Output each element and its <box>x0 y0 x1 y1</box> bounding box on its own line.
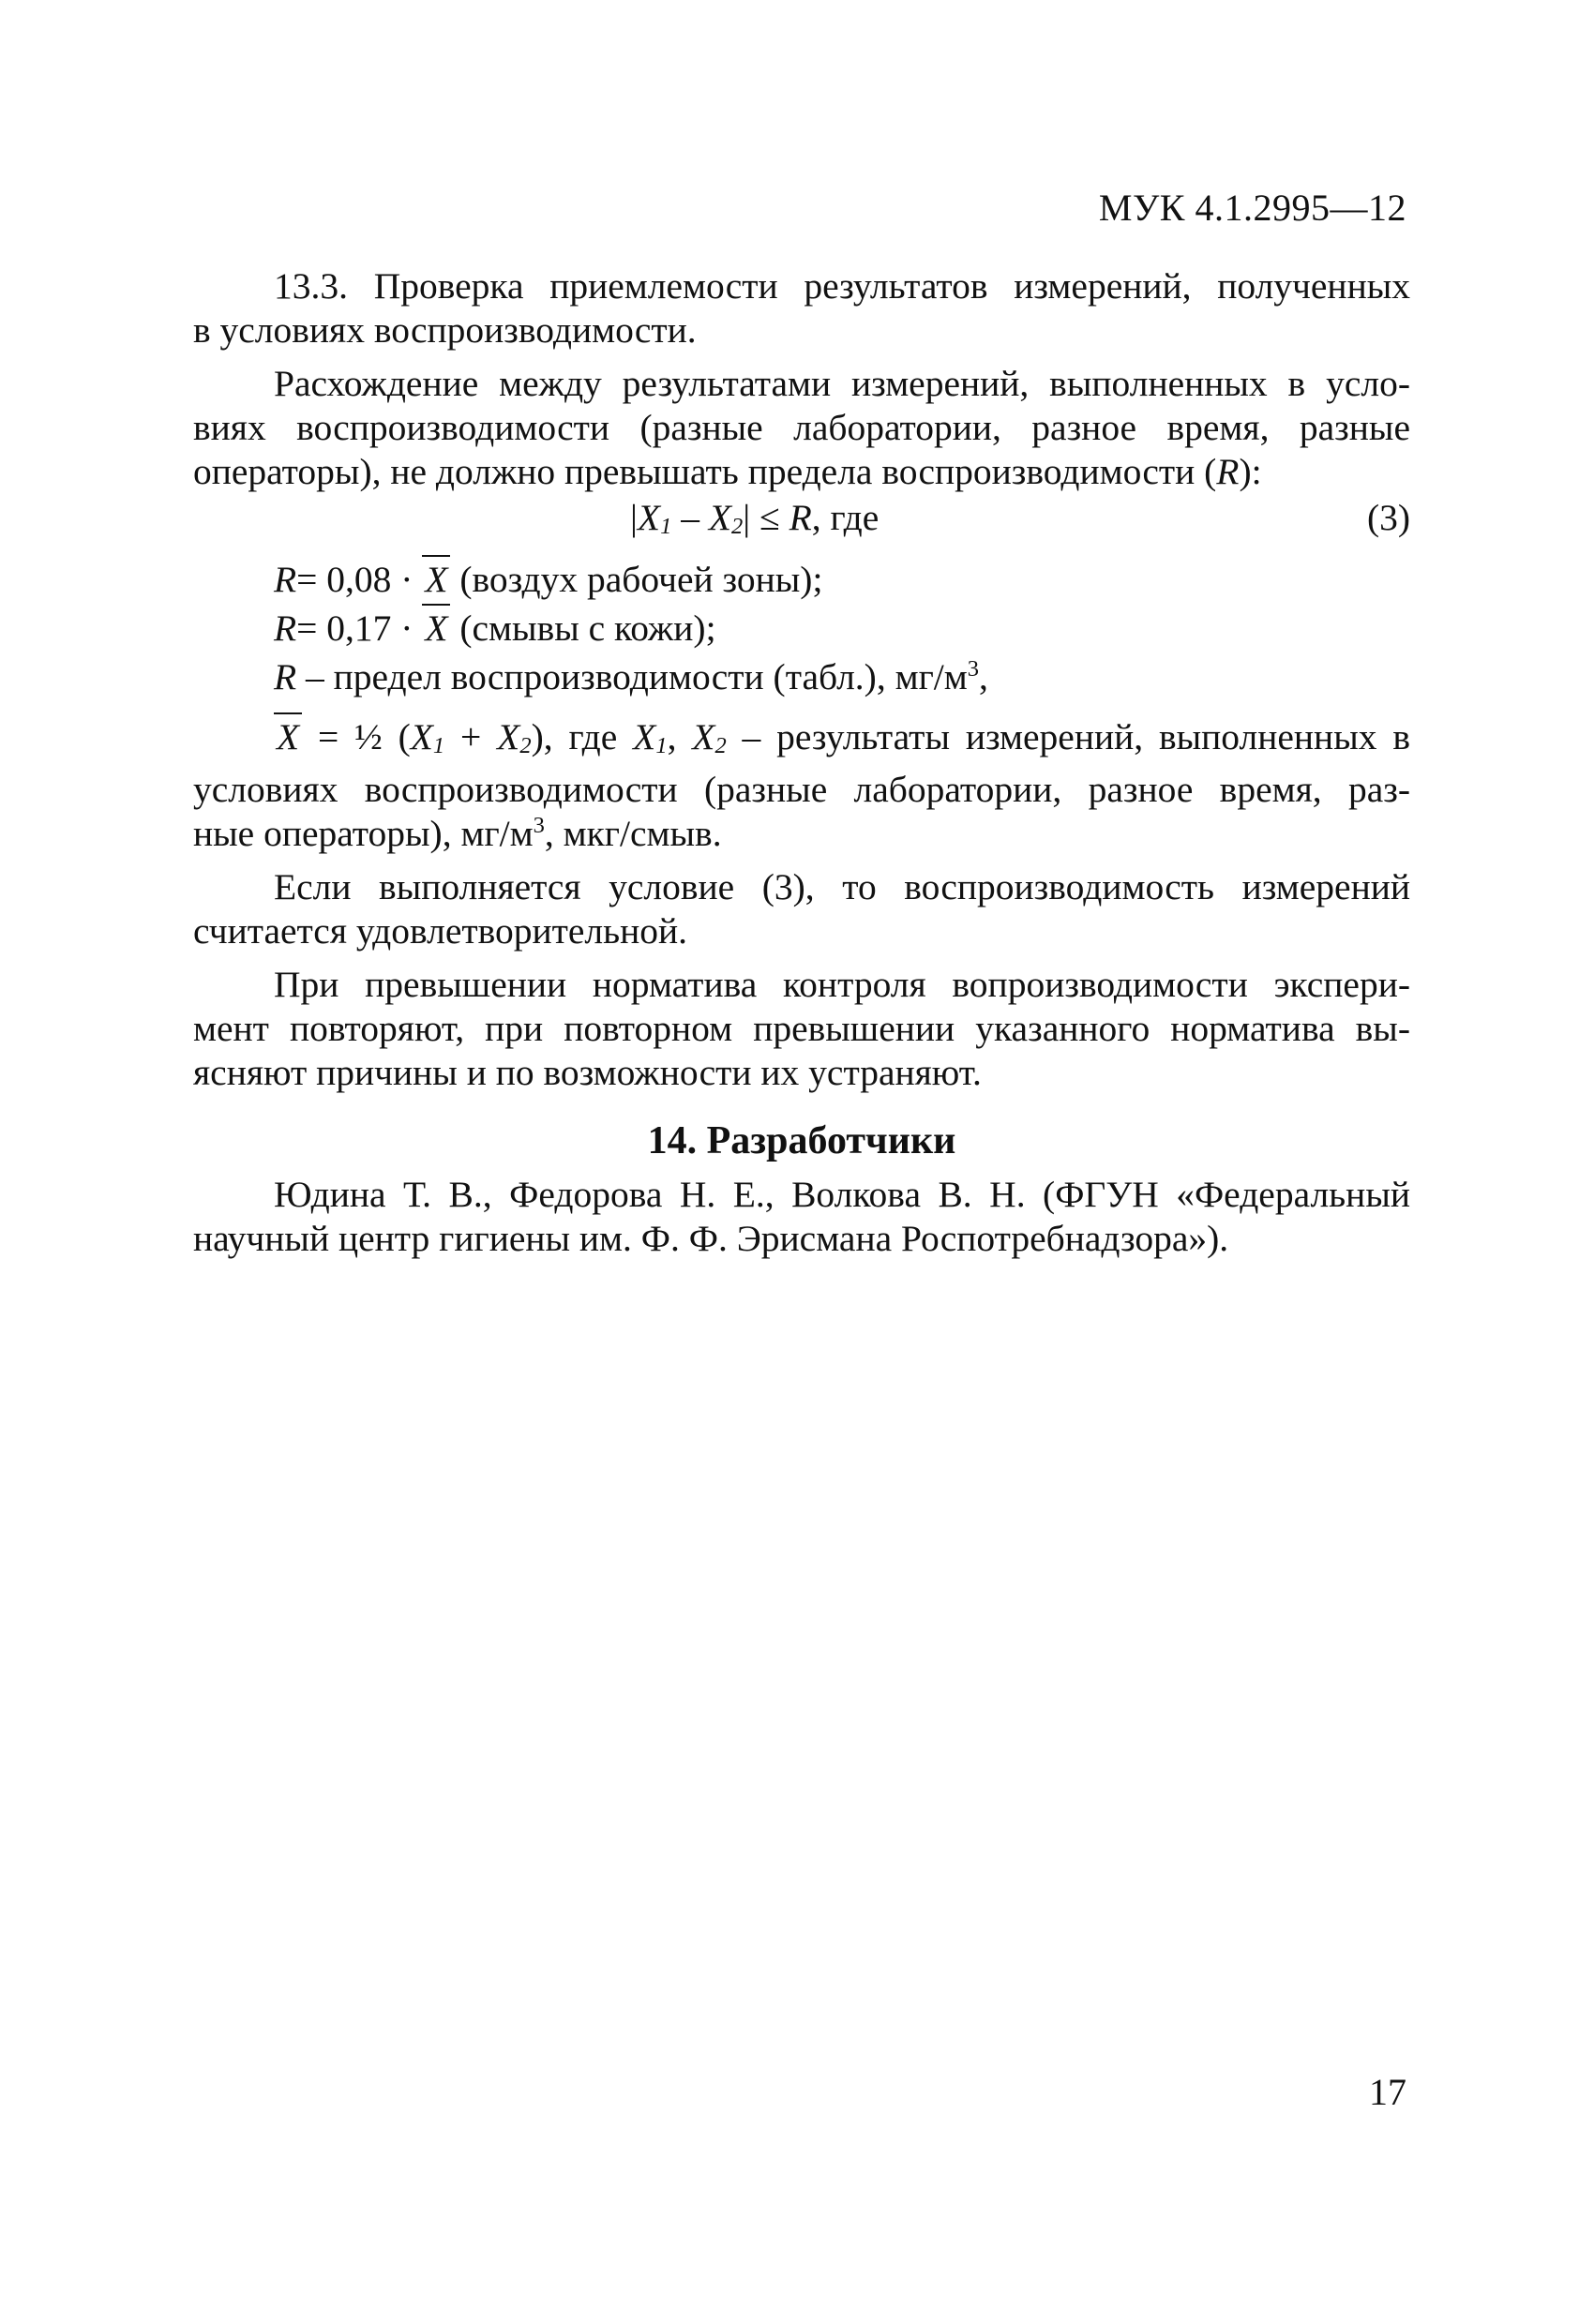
definition-r-air: R= 0,08 · X (воздух рабочей зоны); <box>274 559 823 600</box>
text-line: Юдина Т. В., Федорова Н. Е., Волкова В. Н. (ФГУН «Федеральный <box>274 1174 1410 1215</box>
text-line: научный центр гигиены им. Ф. Ф. Эрисмана Роспотребнадзора»). <box>193 1218 1229 1259</box>
page-number: 17 <box>1369 2071 1406 2113</box>
document-code: МУК 4.1.2995—12 <box>1098 187 1406 229</box>
text-line: операторы), не должно превышать предела воспроизводимости (R): <box>193 451 1262 492</box>
section-13-3-title <box>193 264 1410 352</box>
formula-expression: $|X_1 - X_2| \le R$, где <box>630 497 880 539</box>
text-line: в условиях воспроизводимости. <box>193 309 697 351</box>
text-line: ясняют причины и по возможности их устраняют. <box>193 1052 982 1093</box>
x-bar-symbol: X <box>422 558 450 602</box>
text-line: считается удовлетворительной. <box>193 910 688 952</box>
definition-r-skin: R= 0,17 · X (смывы с кожи); <box>274 607 716 649</box>
text-line: условиях воспроизводимости (разные лаборатории, разное время, раз- <box>193 769 1410 810</box>
definition-r-limit: R – предел воспроизводимости (табл.), $мг/м^3$, <box>274 656 988 697</box>
paragraph-discrepancy <box>193 362 1410 494</box>
text-line: 13.3. Проверка приемлемости результатов измерений, полученных <box>274 265 1410 307</box>
text-line: ные операторы), $мг/м^3$, мкг/смыв. <box>193 813 722 854</box>
x-bar-symbol: X <box>422 607 450 651</box>
text-line: X = ½ $(X_1 + X_2)$, где $X_1$, $X_2$ – результаты измерений, выполненных в <box>193 715 1410 768</box>
section-14-heading: 14. Разработчики <box>647 1119 956 1162</box>
document-body <box>193 264 1410 1261</box>
text-line: мент повторяют, при повторном превышении указанного норматива вы- <box>193 1008 1410 1049</box>
formula-number: (3) <box>1366 497 1410 538</box>
definition-x-bar <box>193 715 1410 856</box>
formula-3 <box>193 496 1410 545</box>
developers-paragraph <box>193 1173 1410 1261</box>
text-line: Если выполняется условие (3), то воспроизводимость измерений <box>274 866 1410 907</box>
text-line: Расхождение между результатами измерений, выполненных в усло- <box>274 363 1410 404</box>
paragraph-exceed <box>193 963 1410 1095</box>
text-line: При превышении норматива контроля вопроизводимости экспери- <box>274 964 1410 1005</box>
text-line: виях воспроизводимости (разные лаборатории, разное время, разные <box>193 407 1410 448</box>
x-bar-symbol: X <box>274 715 302 759</box>
paragraph-condition <box>193 865 1410 953</box>
